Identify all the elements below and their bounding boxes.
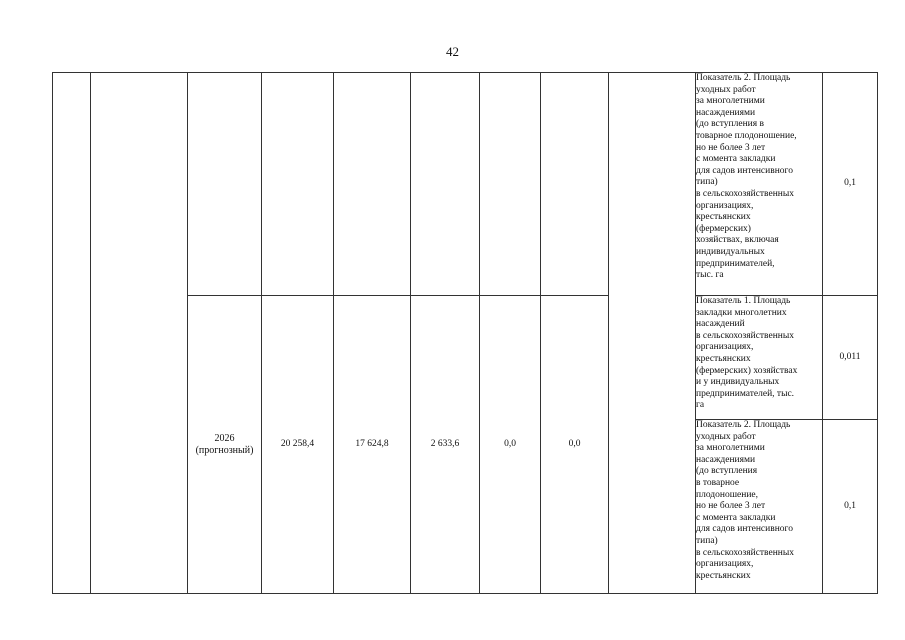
funding-cell: 2 633,6 (411, 296, 480, 594)
funding-cell: 17 624,8 (334, 296, 411, 594)
cell-empty (609, 73, 696, 594)
indicator-value: 0,1 (823, 420, 878, 594)
indicator-text: Показатель 1. Площадь закладки многолетних насаждений в сельскохозяйственных организациях, крестьянских (фермерских) хозяйствах и у индивидуальных предпринимателей, тыс. га (696, 296, 798, 411)
indicator-cell (696, 420, 823, 594)
indicator-text: Показатель 2. Площадь уходных работ за многолетними насаждениями (до вступления в товарное плодоношение, но не более 3 лет с момента закладки для садов интенсивного типа) в сельскохозяйственных организациях, крестьянских (фермерских) хозяйствах, включая индивидуальных предпринимателей, тыс. га (696, 73, 797, 281)
funding-cell (334, 73, 411, 296)
indicator-cell (696, 73, 823, 296)
indicator-cell (696, 296, 823, 420)
funding-cell (411, 73, 480, 296)
table-row (53, 73, 878, 296)
page-number: 42 (446, 44, 459, 59)
indicator-value: 0,011 (823, 296, 878, 420)
total-cell (262, 73, 334, 296)
year-cell: 2026 (прогнозный) (188, 296, 262, 594)
funding-cell (480, 73, 541, 296)
funding-cell: 0,0 (480, 296, 541, 594)
indicator-text: Показатель 2. Площадь уходных работ за многолетними насаждениями (до вступления в товарное плодоношение, но не более 3 лет с момента закладки для садов интенсивного типа) в сельскохозяйственных организациях, крестьянских (696, 420, 795, 581)
funding-cell: 0,0 (541, 296, 609, 594)
funding-cell (541, 73, 609, 296)
indicator-value: 0,1 (823, 73, 878, 296)
total-cell: 20 258,4 (262, 296, 334, 594)
year-cell (188, 73, 262, 296)
cell-empty (91, 73, 188, 594)
program-table (52, 72, 878, 594)
cell-empty (53, 73, 91, 594)
